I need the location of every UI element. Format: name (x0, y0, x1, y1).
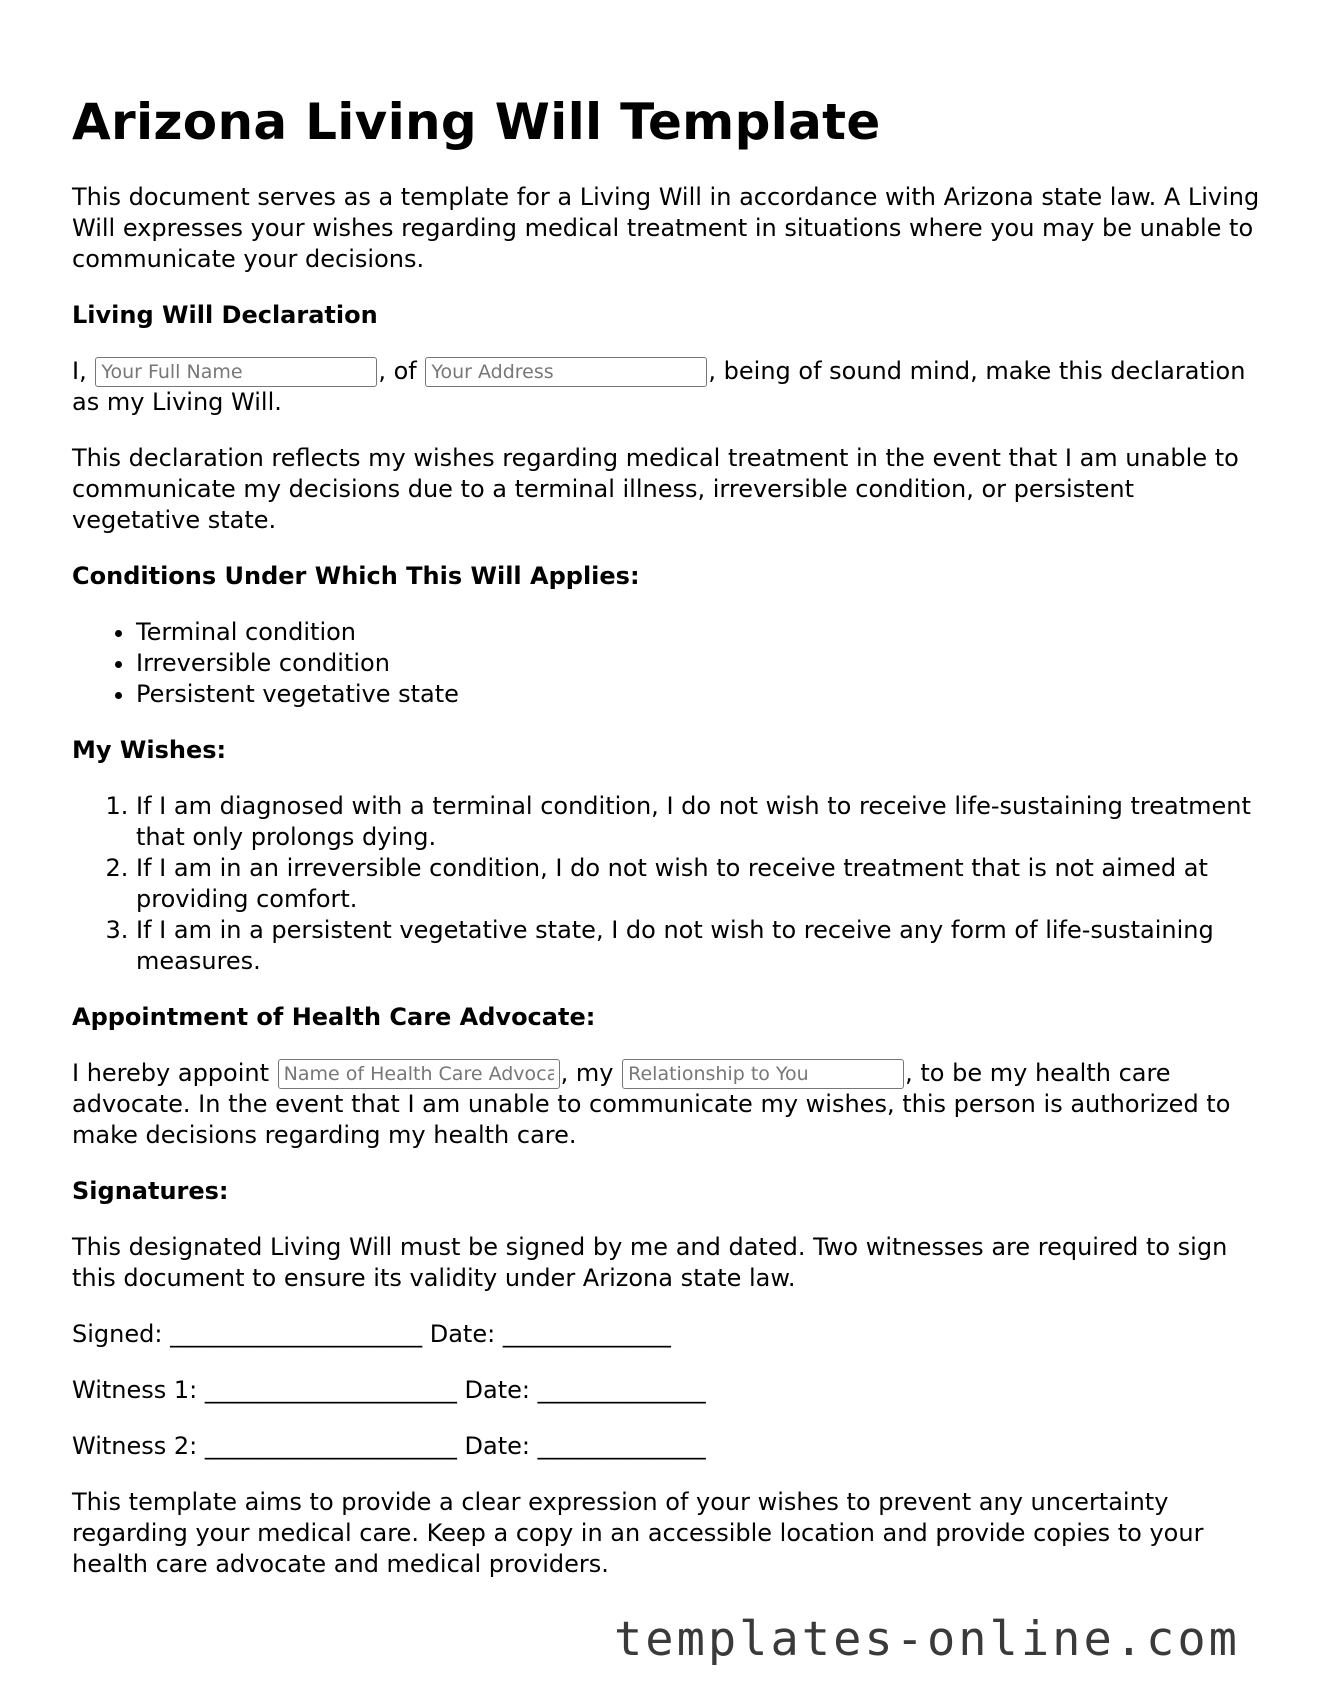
conditions-heading: Conditions Under Which This Will Applies: (72, 562, 640, 590)
relationship-input[interactable] (622, 1059, 904, 1089)
signature-blank: _____________________ (204, 1432, 457, 1460)
advocate-suffix: , to be my health care advocate. In the event that I am unable to communicate my wishes, this person is authorized to make decisions regarding my health care. (72, 1059, 1231, 1149)
witness-label: Witness 2: (72, 1432, 198, 1460)
watermark: templates-online.com (614, 1612, 1240, 1667)
declaration-suffix: , being of sound mind, make this declaration as my Living Will. (72, 357, 1246, 416)
address-input[interactable] (425, 357, 707, 387)
date-blank: ______________ (537, 1376, 706, 1404)
full-name-input[interactable] (95, 357, 377, 387)
witness-label: Witness 1: (72, 1376, 198, 1404)
date-blank: ______________ (502, 1320, 671, 1348)
closing-paragraph: This template aims to provide a clear expression of your wishes to prevent any uncertainty regarding your medical care. Keep a copy in an accessible location and provide copies to your health care advocate and medical providers. (72, 1488, 1204, 1578)
date-label: Date: (464, 1376, 530, 1404)
document-page (72, 0, 1262, 1580)
list-item: 3. If I am in a persistent vegetative state, I do not wish to receive any form of life-sustaining measures. (136, 915, 1262, 977)
signature-label: Signed: (72, 1320, 163, 1348)
list-item: • Persistent vegetative state (136, 679, 1262, 710)
declaration-of-text: , of (378, 357, 417, 385)
page-title: Arizona Living Will Template (72, 93, 881, 151)
signature-line (72, 1319, 1262, 1350)
advocate-statement (72, 1058, 1262, 1151)
list-item: 1. If I am diagnosed with a terminal condition, I do not wish to receive life-sustaining treatment that only prolongs dying. (136, 791, 1262, 853)
list-item: • Terminal condition (136, 617, 1262, 648)
wishes-heading: My Wishes: (72, 736, 227, 764)
conditions-list (72, 617, 1262, 710)
witness-2-line (72, 1431, 1262, 1462)
advocate-prefix: I hereby appoint (72, 1059, 270, 1087)
signature-blank: _____________________ (204, 1376, 457, 1404)
date-label: Date: (464, 1432, 530, 1460)
declaration-prefix: I, (72, 357, 87, 385)
list-item: 2. If I am in an irreversible condition, I do not wish to receive treatment that is not aimed at providing comfort. (136, 853, 1262, 915)
declaration-body: This declaration reflects my wishes regarding medical treatment in the event that I am unable to communicate my decisions due to a terminal illness, irreversible condition, or persistent vegetative state. (72, 444, 1239, 534)
list-item: • Irreversible condition (136, 648, 1262, 679)
witness-1-line (72, 1375, 1262, 1406)
date-label: Date: (429, 1320, 496, 1348)
advocate-name-input[interactable] (278, 1059, 560, 1089)
signatures-heading: Signatures: (72, 1177, 229, 1205)
advocate-heading: Appointment of Health Care Advocate: (72, 1003, 596, 1031)
signature-blank: _____________________ (170, 1320, 423, 1348)
declaration-statement (72, 356, 1262, 418)
intro-paragraph: This document serves as a template for a Living Will in accordance with Arizona state law. A Living Will expresses your wishes regarding medical treatment in situations where you may be unable to communicate your decisions. (72, 183, 1260, 273)
declaration-heading: Living Will Declaration (72, 301, 378, 329)
advocate-my-text: , my (560, 1059, 614, 1087)
signatures-body: This designated Living Will must be signed by me and dated. Two witnesses are required to sign this document to ensure its validity under Arizona state law. (72, 1233, 1228, 1292)
wishes-list (72, 791, 1262, 977)
date-blank: ______________ (537, 1432, 706, 1460)
